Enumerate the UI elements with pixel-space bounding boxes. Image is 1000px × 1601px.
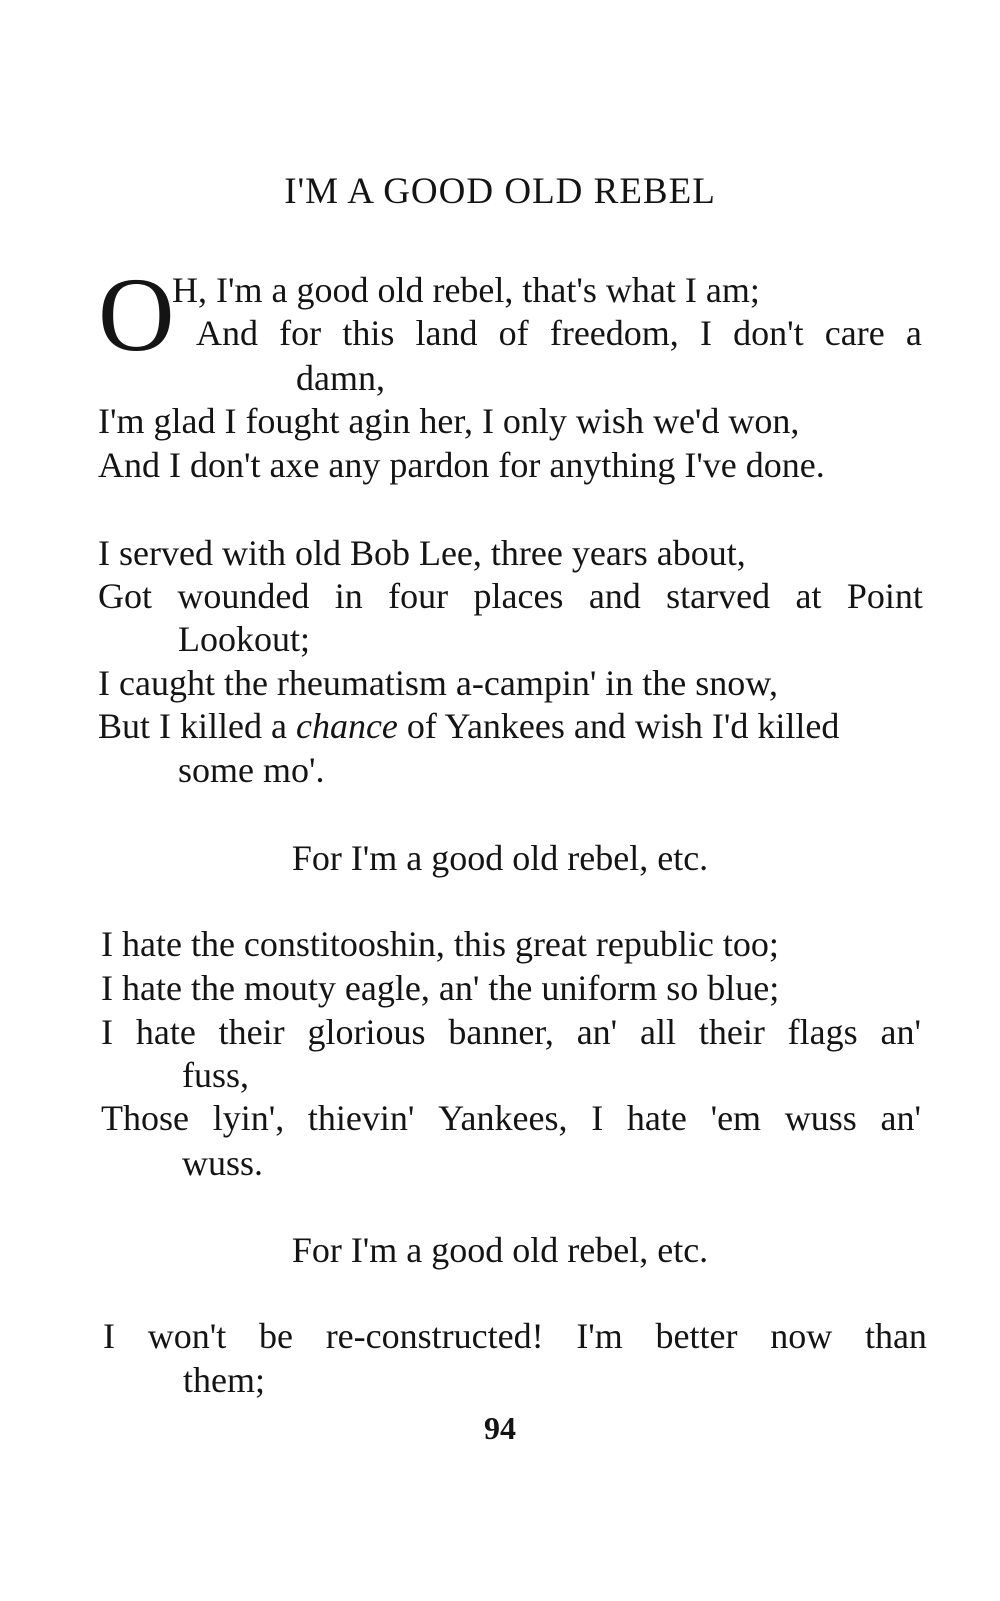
word: don't xyxy=(733,313,804,353)
stanza2-line4-continuation: some mo'. xyxy=(178,750,325,790)
word: I'm xyxy=(576,1316,623,1356)
word: 'em xyxy=(710,1098,762,1138)
stanza3-line4 xyxy=(101,1096,921,1140)
text-segment: But I killed a xyxy=(98,706,296,746)
drop-cap: O xyxy=(98,256,175,373)
word: their xyxy=(218,1012,285,1052)
stanza2-line2 xyxy=(98,574,923,618)
word: glorious xyxy=(307,1012,426,1052)
stanza3-line1: I hate the constitooshin, this great republic too; xyxy=(101,924,779,964)
word: this xyxy=(342,313,395,353)
word: I xyxy=(101,1012,113,1052)
word: all xyxy=(640,1012,676,1052)
word: I xyxy=(699,313,712,353)
stanza1-line1: H, I'm a good old rebel, that's what I am; xyxy=(172,270,760,310)
word: thievin' xyxy=(307,1098,415,1138)
word: their xyxy=(698,1012,765,1052)
word: better xyxy=(655,1316,738,1356)
stanza4-line1 xyxy=(103,1314,927,1358)
word: I xyxy=(103,1316,115,1356)
word: an' xyxy=(880,1098,921,1138)
word: for xyxy=(279,313,322,353)
stanza1-line3: I'm glad I fought agin her, I only wish we'd won, xyxy=(98,401,800,441)
word: hate xyxy=(626,1098,687,1138)
word: of xyxy=(498,313,529,353)
word: now xyxy=(770,1316,833,1356)
word: an' xyxy=(880,1012,921,1052)
word: Those xyxy=(101,1098,189,1138)
stanza3-line3 xyxy=(101,1010,921,1054)
stanza3-line3-continuation: fuss, xyxy=(182,1055,250,1095)
text-segment: of Yankees and wish I'd killed xyxy=(397,706,840,746)
word: banner, xyxy=(448,1012,554,1052)
word: won't xyxy=(147,1316,227,1356)
word: in xyxy=(334,576,363,616)
word: lyin', xyxy=(212,1098,285,1138)
word: Yankees, xyxy=(438,1098,568,1138)
stanza1-line4: And I don't axe any pardon for anything I've done. xyxy=(98,445,825,485)
word: freedom, xyxy=(549,313,679,353)
stanza2-line2-continuation: Lookout; xyxy=(178,619,310,659)
poem-title: I'M A GOOD OLD REBEL xyxy=(284,171,716,212)
word: and xyxy=(588,576,641,616)
word: wounded xyxy=(177,576,310,616)
word: Point xyxy=(846,576,923,616)
word: a xyxy=(905,313,922,353)
page-number: 94 xyxy=(484,1410,516,1446)
stanza1-line2 xyxy=(196,311,922,355)
stanza1-line2-continuation: damn, xyxy=(296,358,385,398)
word: places xyxy=(473,576,564,616)
italic-word: chance xyxy=(295,706,398,746)
stanza4-line1-continuation: them; xyxy=(183,1360,265,1400)
word: than xyxy=(864,1316,927,1356)
word: I xyxy=(591,1098,604,1138)
word: an' xyxy=(576,1012,618,1052)
stanza2-line1: I served with old Bob Lee, three years about, xyxy=(98,533,746,573)
word: flags xyxy=(787,1012,858,1052)
word: And xyxy=(196,313,258,353)
stanza3-line4-continuation: wuss. xyxy=(182,1143,264,1183)
word: care xyxy=(824,313,885,353)
word: at xyxy=(795,576,822,616)
word: starved xyxy=(666,576,771,616)
word: hate xyxy=(135,1012,196,1052)
chorus-line-2: For I'm a good old rebel, etc. xyxy=(291,1230,709,1270)
word: land xyxy=(415,313,478,353)
word: Got xyxy=(98,576,152,616)
stanza3-line2: I hate the mouty eagle, an' the uniform so blue; xyxy=(101,968,780,1008)
word: re-constructed! xyxy=(325,1316,544,1356)
stanza2-line4 xyxy=(98,704,839,748)
stanza2-line3: I caught the rheumatism a-campin' in the snow, xyxy=(98,663,778,703)
word: four xyxy=(388,576,449,616)
word: be xyxy=(258,1316,293,1356)
word: wuss xyxy=(784,1098,857,1138)
chorus-line-1: For I'm a good old rebel, etc. xyxy=(291,838,709,878)
